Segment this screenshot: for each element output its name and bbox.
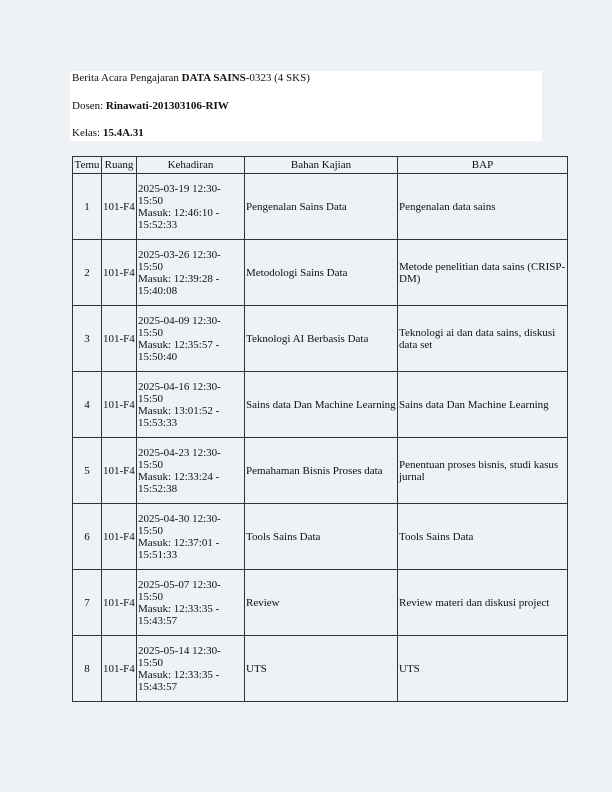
cell-kehadiran (137, 174, 245, 240)
cell-bahan-kajian: UTS (245, 636, 398, 702)
header-kehadiran: Kehadiran (137, 157, 245, 174)
kehadiran-jadwal: 2025-05-07 12:30-15:50 (138, 578, 221, 603)
cell-bahan-kajian: Sains data Dan Machine Learning (245, 372, 398, 438)
table-header-row (73, 157, 568, 174)
header-bap: BAP (398, 157, 568, 174)
kehadiran-jadwal: 2025-03-26 12:30-15:50 (138, 248, 221, 273)
cell-bap: Teknologi ai dan data sains, diskusi data set (398, 306, 568, 372)
table-row (73, 372, 568, 438)
cell-kehadiran (137, 570, 245, 636)
cell-kehadiran (137, 240, 245, 306)
kehadiran-masuk: Masuk: 12:35:57 - 15:50:40 (138, 338, 220, 363)
dosen-label: Dosen: (72, 100, 106, 112)
cell-temu: 8 (73, 636, 102, 702)
cell-ruang: 101-F4 (102, 306, 137, 372)
cell-bap: Tools Sains Data (398, 504, 568, 570)
kehadiran-masuk: Masuk: 12:39:28 - 15:40:08 (138, 272, 220, 297)
cell-ruang: 101-F4 (102, 438, 137, 504)
dosen-value: Rinawati-201303106-RIW (105, 100, 229, 112)
cell-kehadiran (137, 306, 245, 372)
cell-bap: Pengenalan data sains (398, 174, 568, 240)
table-row (73, 240, 568, 306)
title-prefix: Berita Acara Pengajaran (72, 72, 182, 84)
cell-bap: UTS (398, 636, 568, 702)
kehadiran-jadwal: 2025-04-23 12:30-15:50 (138, 446, 221, 471)
table-row (73, 174, 568, 240)
attendance-table (72, 156, 568, 702)
kehadiran-masuk: Masuk: 12:33:24 - 15:52:38 (138, 470, 220, 495)
cell-bap: Metode penelitian data sains (CRISP-DM) (398, 240, 568, 306)
document-header (70, 71, 542, 141)
cell-temu: 7 (73, 570, 102, 636)
cell-bahan-kajian: Tools Sains Data (245, 504, 398, 570)
header-ruang: Ruang (102, 157, 137, 174)
table-row (73, 438, 568, 504)
course-name: DATA SAINS (181, 72, 246, 84)
kehadiran-masuk: Masuk: 12:46:10 - 15:52:33 (138, 206, 220, 231)
cell-bap: Sains data Dan Machine Learning (398, 372, 568, 438)
kehadiran-jadwal: 2025-03-19 12:30-15:50 (138, 182, 221, 207)
cell-ruang: 101-F4 (102, 636, 137, 702)
cell-ruang: 101-F4 (102, 174, 137, 240)
cell-ruang: 101-F4 (102, 570, 137, 636)
cell-temu: 5 (73, 438, 102, 504)
table-row (73, 570, 568, 636)
cell-kehadiran (137, 636, 245, 702)
kehadiran-masuk: Masuk: 12:37:01 - 15:51:33 (138, 536, 220, 561)
cell-bahan-kajian: Pemahaman Bisnis Proses data (245, 438, 398, 504)
cell-bahan-kajian: Metodologi Sains Data (245, 240, 398, 306)
course-code: -0323 (4 SKS) (245, 72, 310, 84)
cell-bap: Penentuan proses bisnis, studi kasus jurnal (398, 438, 568, 504)
kehadiran-masuk: Masuk: 12:33:35 - 15:43:57 (138, 602, 220, 627)
cell-kehadiran (137, 372, 245, 438)
cell-temu: 6 (73, 504, 102, 570)
table-row (73, 636, 568, 702)
kelas-line (72, 127, 144, 139)
kehadiran-masuk: Masuk: 12:33:35 - 15:43:57 (138, 668, 220, 693)
kehadiran-jadwal: 2025-04-16 12:30-15:50 (138, 380, 221, 405)
kehadiran-jadwal: 2025-05-14 12:30-15:50 (138, 644, 221, 669)
cell-bahan-kajian: Review (245, 570, 398, 636)
cell-temu: 3 (73, 306, 102, 372)
cell-temu: 4 (73, 372, 102, 438)
table-row (73, 504, 568, 570)
cell-ruang: 101-F4 (102, 504, 137, 570)
cell-ruang: 101-F4 (102, 372, 137, 438)
kelas-label: Kelas: (72, 127, 103, 139)
cell-kehadiran (137, 438, 245, 504)
kehadiran-masuk: Masuk: 13:01:52 - 15:53:33 (138, 404, 220, 429)
kehadiran-jadwal: 2025-04-30 12:30-15:50 (138, 512, 221, 537)
kehadiran-jadwal: 2025-04-09 12:30-15:50 (138, 314, 221, 339)
cell-bahan-kajian: Teknologi AI Berbasis Data (245, 306, 398, 372)
header-temu: Temu (73, 157, 102, 174)
cell-bap: Review materi dan diskusi project (398, 570, 568, 636)
cell-ruang: 101-F4 (102, 240, 137, 306)
table-row (73, 306, 568, 372)
cell-temu: 1 (73, 174, 102, 240)
cell-bahan-kajian: Pengenalan Sains Data (245, 174, 398, 240)
cell-kehadiran (137, 504, 245, 570)
document-title (72, 72, 310, 84)
cell-temu: 2 (73, 240, 102, 306)
kelas-value: 15.4A.31 (102, 127, 144, 139)
dosen-line (72, 100, 229, 112)
header-bahan-kajian: Bahan Kajian (245, 157, 398, 174)
